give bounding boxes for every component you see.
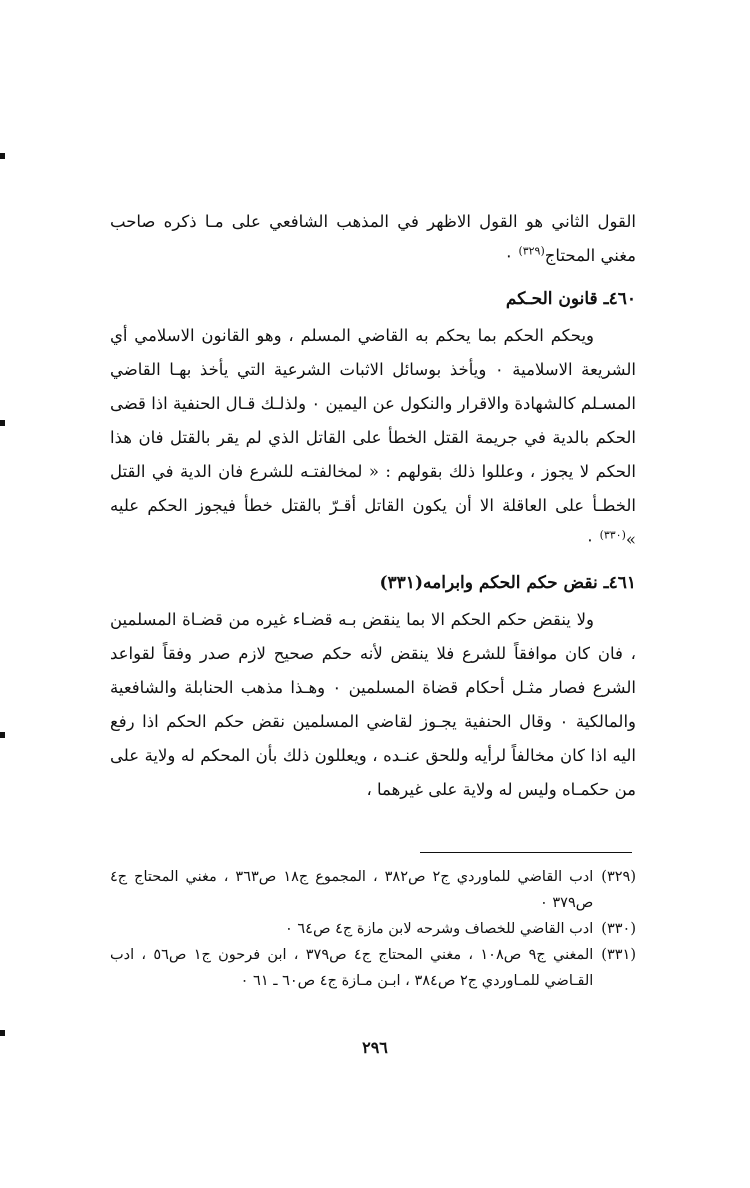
footnote-330 bbox=[110, 916, 636, 942]
footnote-329 bbox=[110, 864, 636, 916]
paragraph-2-text: ويحكم الحكم بما يحكم به القاضي المسلم ، وهو القانون الاسلامي أي الشريعة الاسلامية ٠ ويأخذ بوسائل الاثبات الشرعية التي يأخذ بهـا القاضي المسـلم كالشهادة والاقرار والنكول عن اليمين ٠ ولذلـك قـال الحنفية اذا قضى الحكم بالدية في جريمة القتل الخطأ على القاتل الذي لم يقر بالقتل فان هذا الحكم لا يجوز ، وعللوا ذلك بقولهم : « لمخالفتـه للشرع فان الدية في القتل الخطـأ على العاقلة الا أن يكون القاتل أقـرّ بالقتل خطأ فيجوز الحكم عليه » bbox=[110, 326, 637, 549]
footnote-divider bbox=[420, 852, 632, 853]
footnote-number: (٣٣٠) bbox=[601, 921, 636, 937]
footnote-number: (٣٢٩) bbox=[601, 869, 636, 885]
footnote-ref-330: (٣٣٠) bbox=[599, 528, 626, 542]
paragraph-1-text: القول الثاني هو القول الاظهر في المذهب الشافعي على مـا ذكره صاحب مغني المحتاج bbox=[110, 212, 636, 265]
footnote-ref-329: (٣٢٩) bbox=[518, 244, 545, 258]
footnote-text: المغني ج٩ ص١٠٨ ، مغني المحتاج ج٤ ص٣٧٩ ، ابن فرحون ج١ ص٥٦ ، ادب القـاضي للمـاوردي ج٢ ص٣٨٤ ، ابـن مـازة ج٤ ص٦٠ ـ ٦١ ٠ bbox=[110, 947, 594, 989]
margin-mark bbox=[0, 1030, 5, 1036]
margin-mark bbox=[0, 420, 5, 426]
section-460-heading: ٤٦٠ـ قانون الحـكم bbox=[505, 289, 636, 309]
paragraph-1-end: ٠ bbox=[504, 246, 519, 265]
section-461-heading: ٤٦١ـ نقض حكم الحكم وابرامه(٣٣١) bbox=[379, 573, 636, 593]
paragraph-2 bbox=[110, 319, 636, 557]
margin-mark bbox=[0, 732, 5, 738]
margin-mark bbox=[0, 153, 5, 159]
footnotes bbox=[110, 864, 636, 994]
footnote-number: (٣٣١) bbox=[601, 947, 636, 963]
paragraph-3: ولا ينقض حكم الحكم الا بما ينقض بـه قضـاء غيره من قضـاة المسلمين ، فان كان موافقاً للشرع فلا ينقض لأنه حكم صحيح لازم صدر وفقاً لقواعد الشرع فصار مثـل أحكام قضاة المسلمين ٠ وهـذا مذهب الحنابلة والشافعية والمالكية ٠ وقال الحنفية يجـوز لقاضي المسلمين نقض حكم الحكم اذا رفع اليه اذا كان مخالفاً لرأيه وللحق عنـده ، ويعللون ذلك بأن المحكم له ولاية على من حكمـاه وليس له ولاية على غيرهما ، bbox=[110, 610, 636, 799]
footnote-331 bbox=[110, 942, 636, 994]
page-body bbox=[110, 205, 636, 807]
footnote-text: ادب القاضي للخصاف وشرحه لابن مازة ج٤ ص٦٤ ٠ bbox=[284, 921, 594, 937]
paragraph-2-end: ٠ bbox=[585, 530, 600, 549]
footnote-text: ادب القاضي للماوردي ج٢ ص٣٨٢ ، المجموع ج١٨ ص٣٦٣ ، مغني المحتاج ج٤ ص٣٧٩ ٠ bbox=[110, 869, 594, 911]
paragraph-1 bbox=[110, 205, 636, 273]
page-number: ٢٩٦ bbox=[362, 1038, 388, 1057]
